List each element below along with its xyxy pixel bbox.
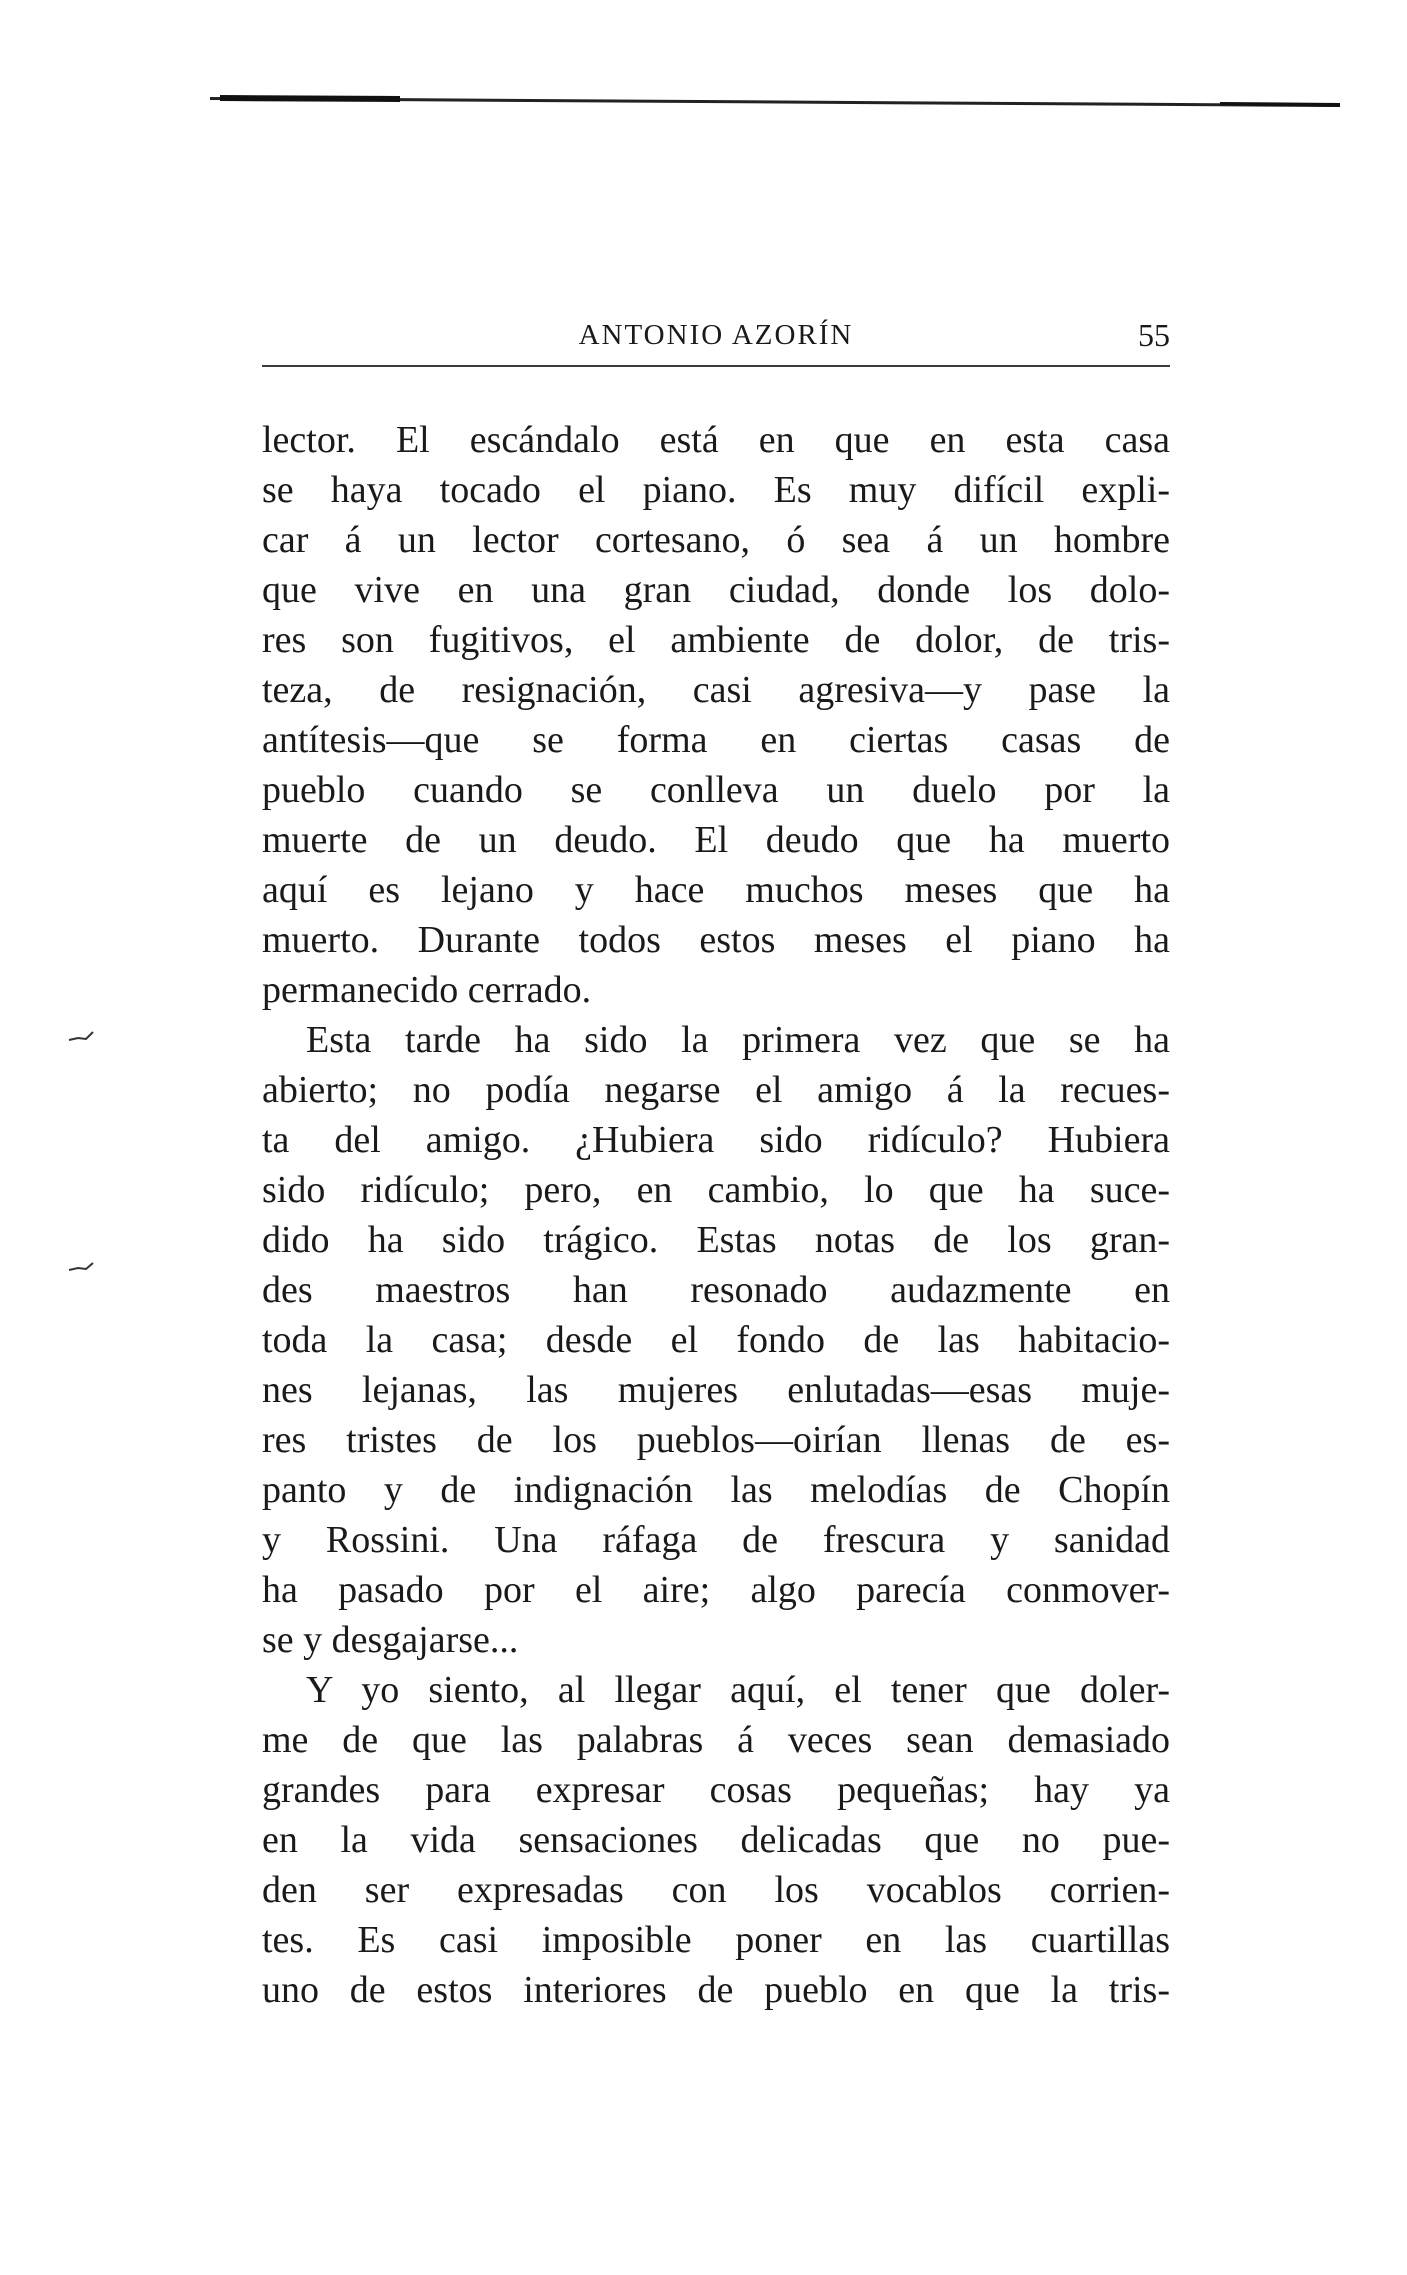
text-line: en la vida sensaciones delicadas que no pue-: [262, 1819, 1170, 1861]
text-line: grandes para expresar cosas pequeñas; hay ya: [262, 1769, 1170, 1811]
text-line: tes. Es casi imposible poner en las cuartillas: [262, 1919, 1170, 1961]
page-number: 55: [1138, 317, 1170, 353]
text-line: aquí es lejano y hace muchos meses que ha: [262, 869, 1170, 911]
paragraph-end-line: se y desgajarse...: [262, 1619, 519, 1661]
text-line: muerte de un deudo. El deudo que ha muerto: [262, 819, 1170, 861]
text-line: toda la casa; desde el fondo de las habitacio-: [262, 1319, 1170, 1361]
text-line: res son fugitivos, el ambiente de dolor, de tris-: [262, 619, 1170, 661]
text-line: antítesis—que se forma en ciertas casas de: [262, 719, 1170, 761]
margin-mark-icon: [68, 1030, 94, 1044]
top-printer-rule: [210, 95, 1340, 107]
text-line: teza, de resignación, casi agresiva—y pase la: [262, 669, 1170, 711]
text-line: me de que las palabras á veces sean demasiado: [262, 1719, 1170, 1761]
text-line: uno de estos interiores de pueblo en que la tris-: [262, 1969, 1170, 2011]
text-line: den ser expresadas con los vocablos corrien-: [262, 1869, 1170, 1911]
text-line: ta del amigo. ¿Hubiera sido ridículo? Hubiera: [262, 1119, 1170, 1161]
text-line: se haya tocado el piano. Es muy difícil expli-: [262, 469, 1170, 511]
text-line: sido ridículo; pero, en cambio, lo que ha suce-: [262, 1169, 1170, 1211]
text-line: car á un lector cortesano, ó sea á un hombre: [262, 519, 1170, 561]
text-line: nes lejanas, las mujeres enlutadas—esas muje-: [262, 1369, 1170, 1411]
text-line: des maestros han resonado audazmente en: [262, 1269, 1170, 1311]
text-line: panto y de indignación las melodías de Chopín: [262, 1469, 1170, 1511]
text-line: abierto; no podía negarse el amigo á la recues-: [262, 1069, 1170, 1111]
paragraph-start-line: Esta tarde ha sido la primera vez que se ha: [306, 1019, 1170, 1061]
text-line: y Rossini. Una ráfaga de frescura y sanidad: [262, 1519, 1170, 1561]
margin-mark-icon: [68, 1260, 94, 1274]
text-line: pueblo cuando se conlleva un duelo por la: [262, 769, 1170, 811]
paragraph-end-line: permanecido cerrado.: [262, 969, 592, 1011]
header-rule: [262, 365, 1170, 367]
text-line: que vive en una gran ciudad, donde los dolo-: [262, 569, 1170, 611]
body-text: [262, 415, 1170, 2015]
text-line: res tristes de los pueblos—oirían llenas de es-: [262, 1419, 1170, 1461]
text-line: ha pasado por el aire; algo parecía conmover-: [262, 1569, 1170, 1611]
paragraph-start-line: Y yo siento, al llegar aquí, el tener que doler-: [306, 1669, 1170, 1711]
text-line: dido ha sido trágico. Estas notas de los gran-: [262, 1219, 1170, 1261]
running-head: [262, 313, 1170, 357]
running-title: ANTONIO AZORÍN: [578, 319, 854, 351]
text-line: muerto. Durante todos estos meses el piano ha: [262, 919, 1170, 961]
text-line: lector. El escándalo está en que en esta casa: [262, 419, 1170, 461]
